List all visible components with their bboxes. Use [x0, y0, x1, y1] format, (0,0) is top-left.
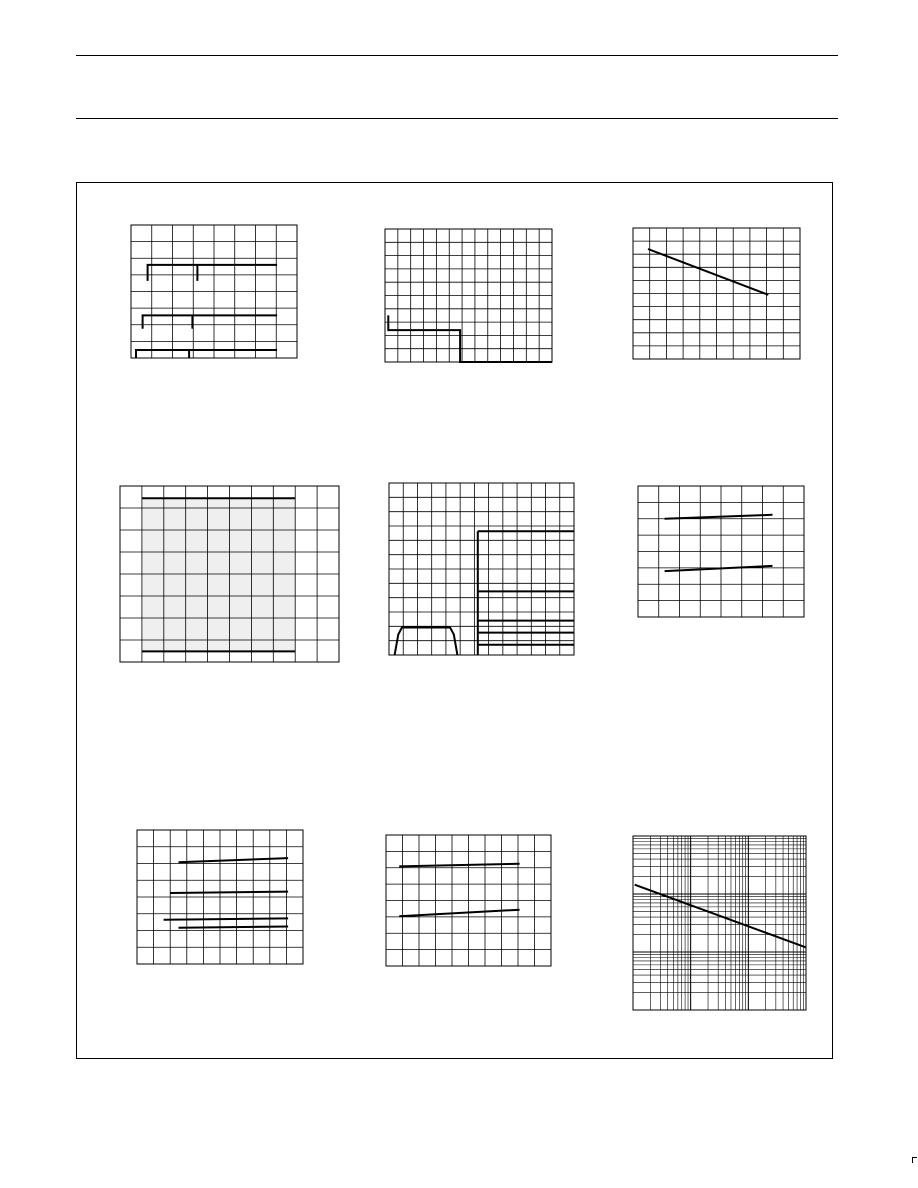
fig-4-shaded-region	[142, 498, 295, 651]
fig-5-graph	[389, 483, 574, 655]
page-corner-mark	[912, 1157, 917, 1163]
fig-1-curve-1	[148, 265, 278, 281]
fig-5-curve-7	[395, 628, 458, 656]
fig-7-curve-3	[164, 918, 289, 919]
fig-1-curve-3	[143, 315, 278, 328]
fig-8-graph	[386, 835, 551, 966]
fig-9-graph	[633, 836, 806, 1010]
fig-6-curve-2	[665, 566, 773, 571]
fig-6-graph	[638, 486, 804, 617]
fig-7-curve-4	[179, 927, 289, 928]
fig-1-graph	[131, 225, 297, 358]
fig-7-graph	[137, 830, 303, 964]
fig-7-curve-2	[170, 892, 288, 893]
fig-6-curve-1	[665, 515, 773, 519]
fig-9-plot-frame	[633, 836, 806, 1010]
fig-1-curve-5	[136, 350, 277, 358]
fig-2-graph	[385, 229, 552, 362]
fig-4-graph	[120, 486, 339, 662]
fig-7-curve-1	[179, 858, 289, 862]
fig-3-graph	[633, 228, 800, 359]
